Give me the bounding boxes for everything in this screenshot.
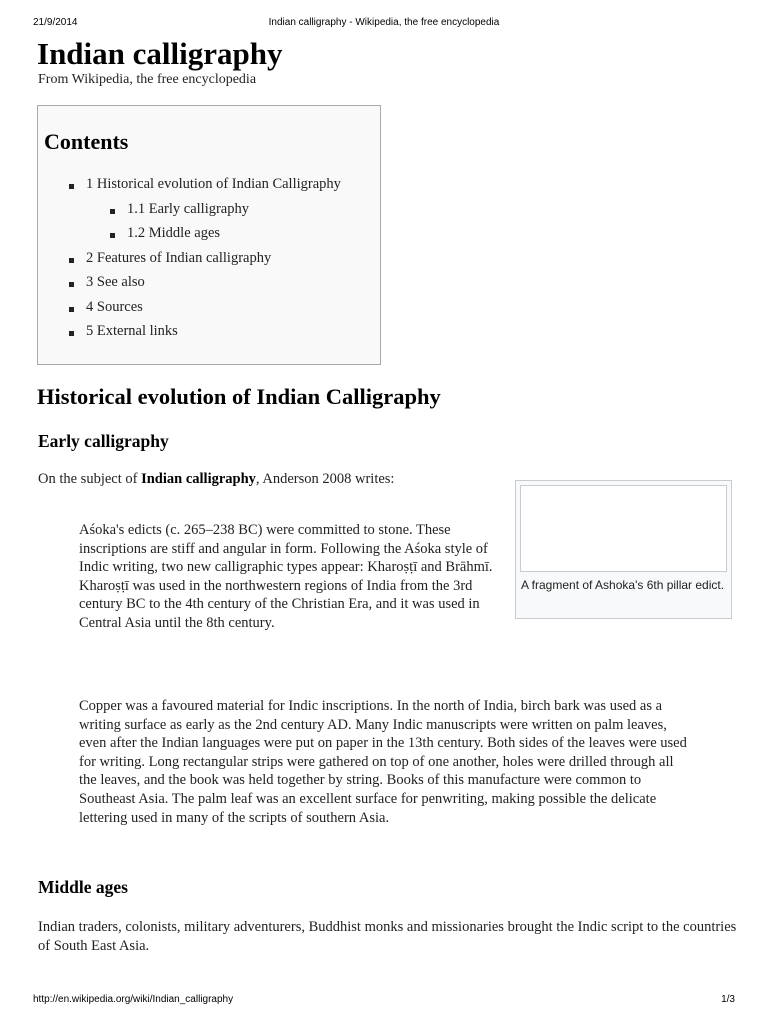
figure-caption: A fragment of Ashoka's 6th pillar edict. [521, 578, 725, 592]
print-url: http://en.wikipedia.org/wiki/Indian_calligraphy [33, 994, 234, 1005]
paragraph-copper: Copper was a favoured material for Indic inscriptions. In the north of India, birch bark was used as a writing surface as early as the 2nd century AD. Many Indic manuscripts were written on palm leaves, even after the Indian languages were put on paper in the 13th century. Both sides of the leaves were used for writing. Long rectangular strips were gathered on top of one another, holes were drilled through all the leaves, and the book was held together by string. Books of this manufacture were common to Southeast Asia. The palm leaf was an excellent surface for penwriting, making possible the delicate lettering used in many of the scripts of southern Asia. [79, 698, 687, 826]
ashoka-pillar-image[interactable] [520, 485, 727, 572]
blockquote: Aśoka's edicts (c. 265–238 BC) were committed to stone. These inscriptions are stiff and angular in form. Following the Aśoka style of Indic writing, two new calligraphic types appear: Kharoṣṭī and Brāhmī. Kharoṣṭī was used in the northwestern regions of India from the 3rd century BC to the 4th century of the Christian Era, and it was used in Central Asia until the 8th century. [79, 522, 493, 631]
section-heading-historical: Historical evolution of Indian Calligraphy [37, 384, 441, 409]
intro-text: On the subject of Indian calligraphy, Anderson 2008 writes: [38, 471, 395, 487]
page-title: Indian calligraphy [37, 36, 283, 71]
print-page-title: Indian calligraphy - Wikipedia, the free encyclopedia [268, 17, 500, 28]
intro-bold-term: Indian calligraphy [141, 471, 256, 487]
site-tagline: From Wikipedia, the free encyclopedia [38, 72, 257, 87]
table-of-contents: Contents 1 Historical evolution of Indian Calligraphy 1.1 Early calligraphy 1.2 Middle ages 2 Features of Indian calligraphy 3 See also 4 Sources 5 External links [37, 105, 381, 365]
print-date: 21/9/2014 [33, 17, 78, 28]
print-page-number: 1/3 [721, 994, 735, 1005]
bullet-icon [69, 307, 74, 312]
subsection-heading-early: Early calligraphy [38, 431, 169, 451]
bullet-icon [69, 184, 74, 189]
paragraph-middle-ages: Indian traders, colonists, military adventurers, Buddhist monks and missionaries brought the Indic script to the countries of South East Asia. [38, 919, 737, 954]
bullet-icon [110, 233, 115, 238]
bullet-icon [69, 331, 74, 336]
subsection-heading-middle-ages: Middle ages [38, 877, 128, 897]
bullet-icon [110, 209, 115, 214]
print-header [0, 17, 768, 31]
bullet-icon [69, 258, 74, 263]
bullet-icon [69, 282, 74, 287]
print-footer [0, 994, 768, 1008]
toc-title: Contents [44, 129, 129, 154]
thumbnail-figure [515, 480, 732, 619]
